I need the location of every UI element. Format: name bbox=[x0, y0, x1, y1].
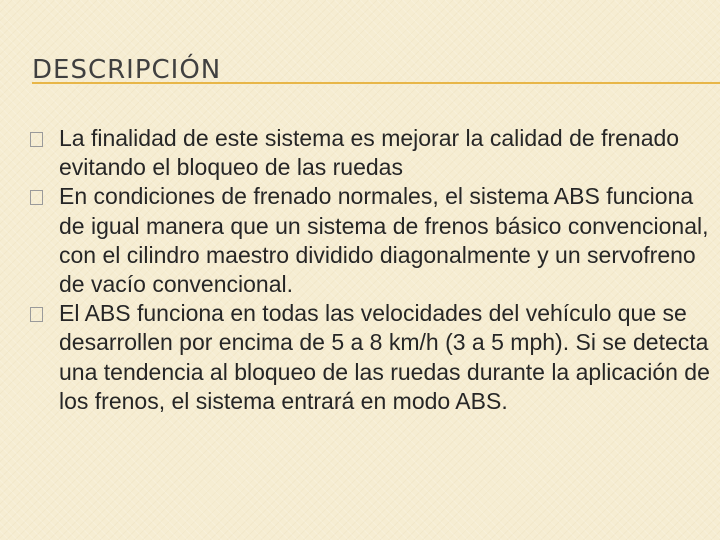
square-bullet-icon bbox=[30, 132, 43, 147]
bullet-item bbox=[30, 182, 710, 299]
bullet-text: El ABS funciona en todas las velocidades del vehículo que se desarrollen por encima de 5 a 8 km/h (3 a 5 mph). Si se detecta una tendencia al bloqueo de las ruedas durante la aplicación de los frenos, el sistema entrará en modo ABS. bbox=[59, 300, 710, 414]
bullet-item bbox=[30, 124, 710, 182]
bullet-text: La finalidad de este sistema es mejorar la calidad de frenado evitando el bloqueo de las ruedas bbox=[59, 125, 680, 181]
title-underline bbox=[32, 82, 720, 84]
bullet-item bbox=[30, 299, 710, 416]
square-bullet-icon bbox=[30, 307, 43, 322]
bullet-list bbox=[30, 124, 710, 416]
slide-title: DESCRIPCIÓN bbox=[32, 55, 222, 85]
bullet-text: En condiciones de frenado normales, el sistema ABS funciona de igual manera que un sistema de frenos básico convencional, con el cilindro maestro dividido diagonalmente y un servofreno de vacío convencional. bbox=[59, 183, 709, 298]
square-bullet-icon bbox=[30, 190, 43, 205]
